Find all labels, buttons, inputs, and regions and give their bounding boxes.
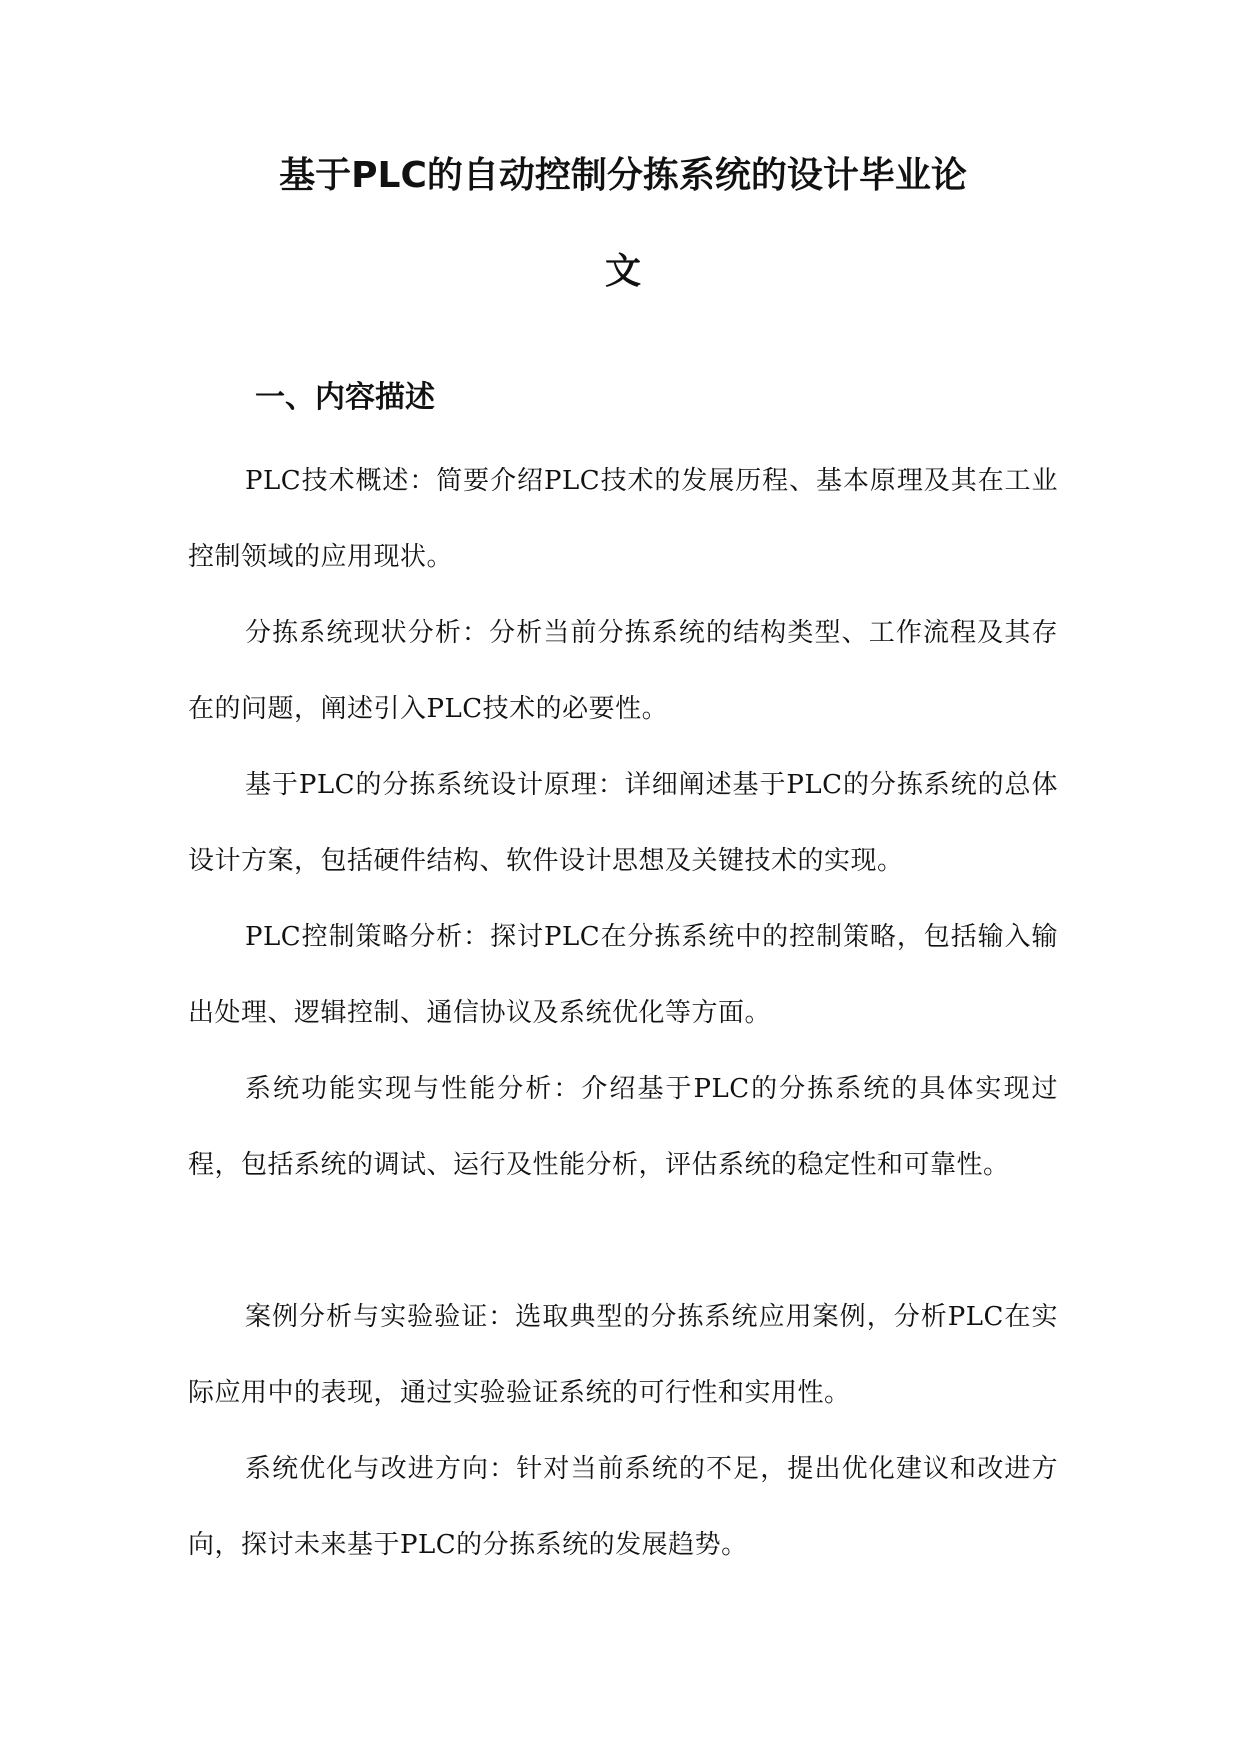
paragraph-function-performance: 系统功能实现与性能分析：介绍基于PLC的分拣系统的具体实现过程，包括系统的调试、运行及性能分析，评估系统的稳定性和可靠性。 [188, 1074, 1058, 1180]
paragraph-sorting-status: 分拣系统现状分析：分析当前分拣系统的结构类型、工作流程及其存在的问题，阐述引入PLC技术的必要性。 [188, 618, 1058, 724]
document-title-line-2: 文 [604, 251, 641, 292]
paragraph-case-study: 案例分析与实验验证：选取典型的分拣系统应用案例，分析PLC在实际应用中的表现，通过实验验证系统的可行性和实用性。 [188, 1302, 1058, 1408]
paragraph-design-principle: 基于PLC的分拣系统设计原理：详细阐述基于PLC的分拣系统的总体设计方案，包括硬件结构、软件设计思想及关键技术的实现。 [188, 770, 1058, 876]
paragraph-plc-overview: PLC技术概述：简要介绍PLC技术的发展历程、基本原理及其在工业控制领域的应用现状。 [188, 466, 1058, 572]
paragraph-control-strategy: PLC控制策略分析：探讨PLC在分拣系统中的控制策略，包括输入输出处理、逻辑控制、通信协议及系统优化等方面。 [188, 922, 1058, 1028]
paragraph-optimization: 系统优化与改进方向：针对当前系统的不足，提出优化建议和改进方向，探讨未来基于PLC的分拣系统的发展趋势。 [188, 1454, 1058, 1560]
document-title-line-1: 基于PLC的自动控制分拣系统的设计毕业论 [279, 155, 967, 196]
section-heading: 一、内容描述 [255, 380, 435, 415]
